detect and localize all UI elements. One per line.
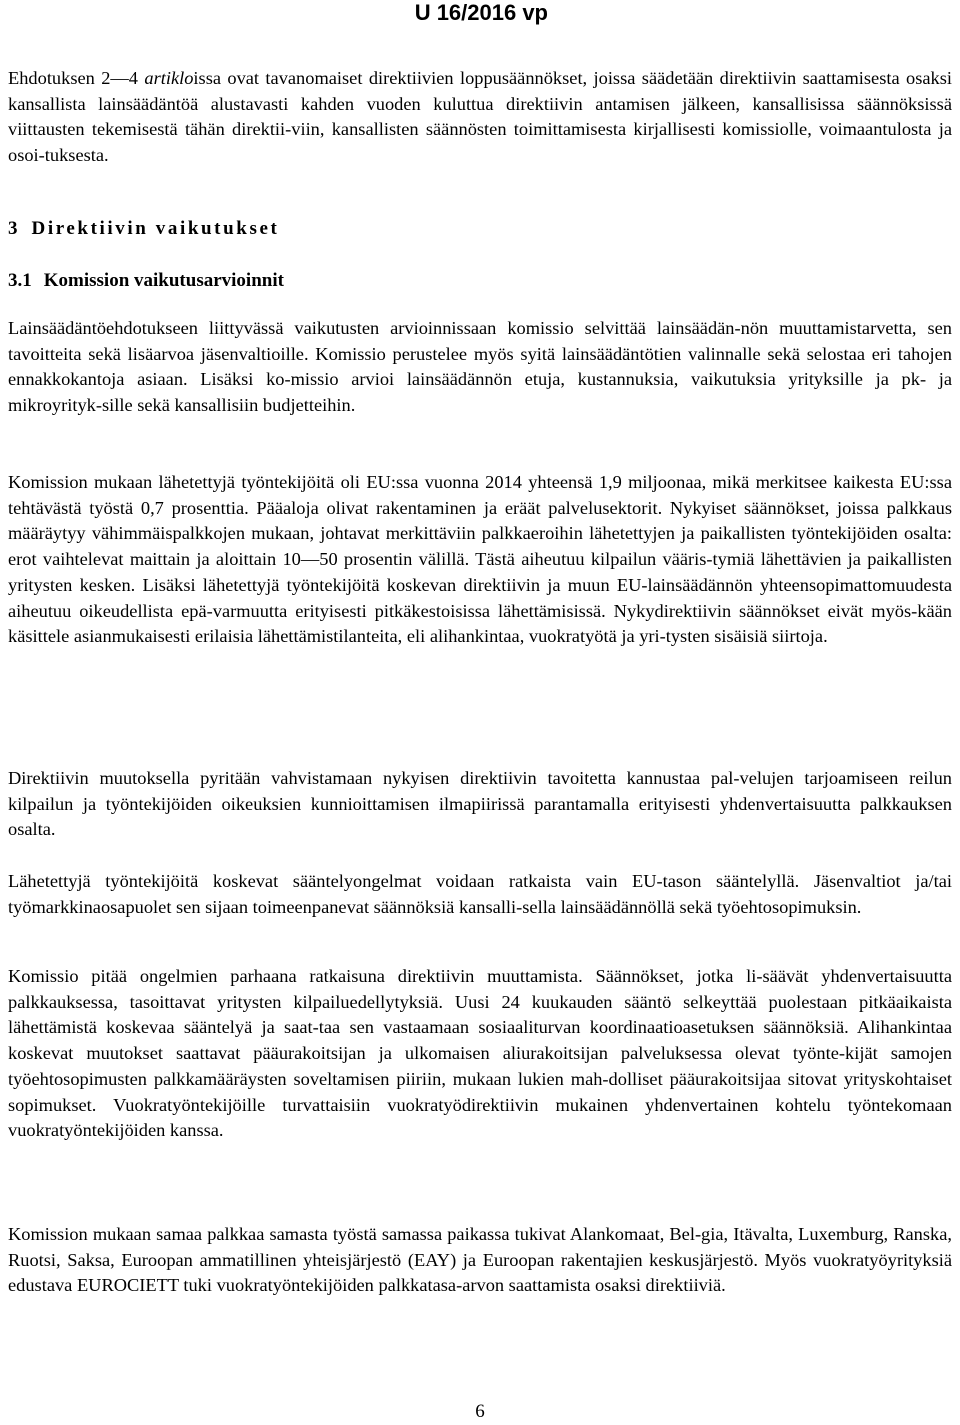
intro-text-rest: issa ovat tavanomaiset direktiivien loppusäännökset, joissa säädetään direktiivin saattamisesta osaksi kansallista lainsäädäntöä alustavasti kahden vuoden kuluttua direktiivin antamisen jälkeen, kansallisissa säännöksissä viittausten tekemisestä tähän direktii-viin, kansallisten säännösten toimittamisesta kirjallisesti komissiolle, voimaantulosta ja osoi-tuksesta.	[8, 68, 952, 166]
subsection-heading	[8, 268, 284, 294]
body-paragraph: Komission mukaan samaa palkkaa samasta työstä samassa paikassa tukivat Alankomaat, Bel-gia, Itävalta, Luxemburg, Ranska, Ruotsi, Saksa, Euroopan ammatillinen yhteisjärjestö (EAY) ja Euroopan rakentajien keskusjärjestö. Myös vuokratyöyrityksiä edustava EUROCIETT tuki vuokratyöntekijöiden palkkatasa-arvon saattamista osaksi direktiiviä.	[8, 1224, 952, 1296]
subsection-title: Komission vaikutusarvioinnit	[43, 270, 284, 291]
subsection-number: 3.1	[8, 270, 32, 291]
body-paragraph: Direktiivin muutoksella pyritään vahvistamaan nykyisen direktiivin tavoitetta kannustaa pal-velujen tarjoamiseen reilun kilpailun ja työntekijöiden oikeuksien kunnioittamisen ilmapiirissä parantamalla erityisesti yhdenvertaisuutta palkkauksen osalta.	[8, 768, 952, 840]
body-paragraph: Komission mukaan lähetettyjä työntekijöitä oli EU:ssa vuonna 2014 yhteensä 1,9 miljoonaa, mikä merkitsee kaikesta EU:ssa tehtävästä työstä 0,7 prosenttia. Pääaloja olivat rakentaminen ja eräät palvelusektorit. Nykyiset säännökset, joissa palkkaus määräytyy vähimmäispalkkojen mukaan, johtavat merkittäviin palkkaeroihin lähetettyjen ja paikallisten työntekijöiden osalta: erot vaihtelevat maittain ja aloittain 10—50 prosentin välillä. Tästä aiheutuu kilpailun vääris-tymiä lähettävien ja paikallisten yritysten kesken. Lisäksi lähetettyjä työntekijöitä koskevan direktiivin ja muun EU-lainsäädännön yhteensopimattomuudesta aiheutuu oikeudellista epä-varmuutta erityisesti pitkäkestoisissa lähettämisissä. Nykydirektiivin säännökset eivät myös-kään käsittele asianmukaisesti erilaisia lähettämistilanteita, eli alihankintaa, vuokratyötä ja yri-tysten sisäisiä siirtoja.	[8, 472, 952, 647]
section-heading	[8, 216, 279, 242]
body-paragraph: Lainsäädäntöehdotukseen liittyvässä vaikutusten arvioinnissaan komissio selvittää lainsäädän-nön muuttamistarvetta, sen tavoitteita sekä lisäarvoa jäsenvaltioille. Komissio perustelee myös syitä lainsäädäntötien valinnalle sekä selostaa eri tahojen ennakkokantoja asiaan. Lisäksi ko-missio arvioi lainsäädännön etuja, kustannuksia, vaikutuksia yrityksille ja pk- ja mikroyrityk-sille sekä kansallisiin budjetteihin.	[8, 318, 952, 416]
document-identifier: U 16/2016 vp	[414, 0, 548, 25]
intro-italic-text: artiklo	[144, 68, 194, 88]
body-paragraph: Komissio pitää ongelmien parhaana ratkaisuna direktiivin muuttamista. Säännökset, jotka li-säävät yhdenvertaisuutta palkkauksessa, tasoittavat yritysten kilpailuedellytyksiä. Uusi 24 kuukauden sääntö selkeyttää puolestaan pitkäaikaista lähettämistä koskevaa sääntelyä ja saat-taa sen vastaamaan sosiaaliturvan koordinaatioasetuksen säännöksiä. Alihankintaa koskevat muutokset saattavat pääurakoitsijan ja ulkomaisen aliurakoitsijan palveluksessa olevat työnte-kijät samojen työehtosopimusten palkkamääräysten soveltamisen piiriin, mukaan lukien mah-dolliset pääurakoitsijaa sitovat yrityskohtaiset sopimukset. Vuokratyöntekijöille turvattaisiin vuokratyödirektiivin mukainen yhdenvertainen kohtelu työntekomaan vuokratyöntekijöiden kanssa.	[8, 966, 952, 1141]
intro-paragraph	[8, 66, 952, 169]
intro-text-start: Ehdotuksen 2—4	[8, 68, 145, 88]
page-number: 6	[475, 1401, 485, 1422]
section-title: Direktiivin vaikutukset	[31, 218, 280, 239]
body-paragraph: Lähetettyjä työntekijöitä koskevat sääntelyongelmat voidaan ratkaista vain EU-tason sääntelyllä. Jäsenvaltiot ja/tai työmarkkinaosapuolet sen sijaan toimeenpanevat säännöksiä kansalli-sella lainsäädännöllä sekä työehtosopimuksin.	[8, 871, 952, 917]
section-number: 3	[8, 218, 18, 239]
